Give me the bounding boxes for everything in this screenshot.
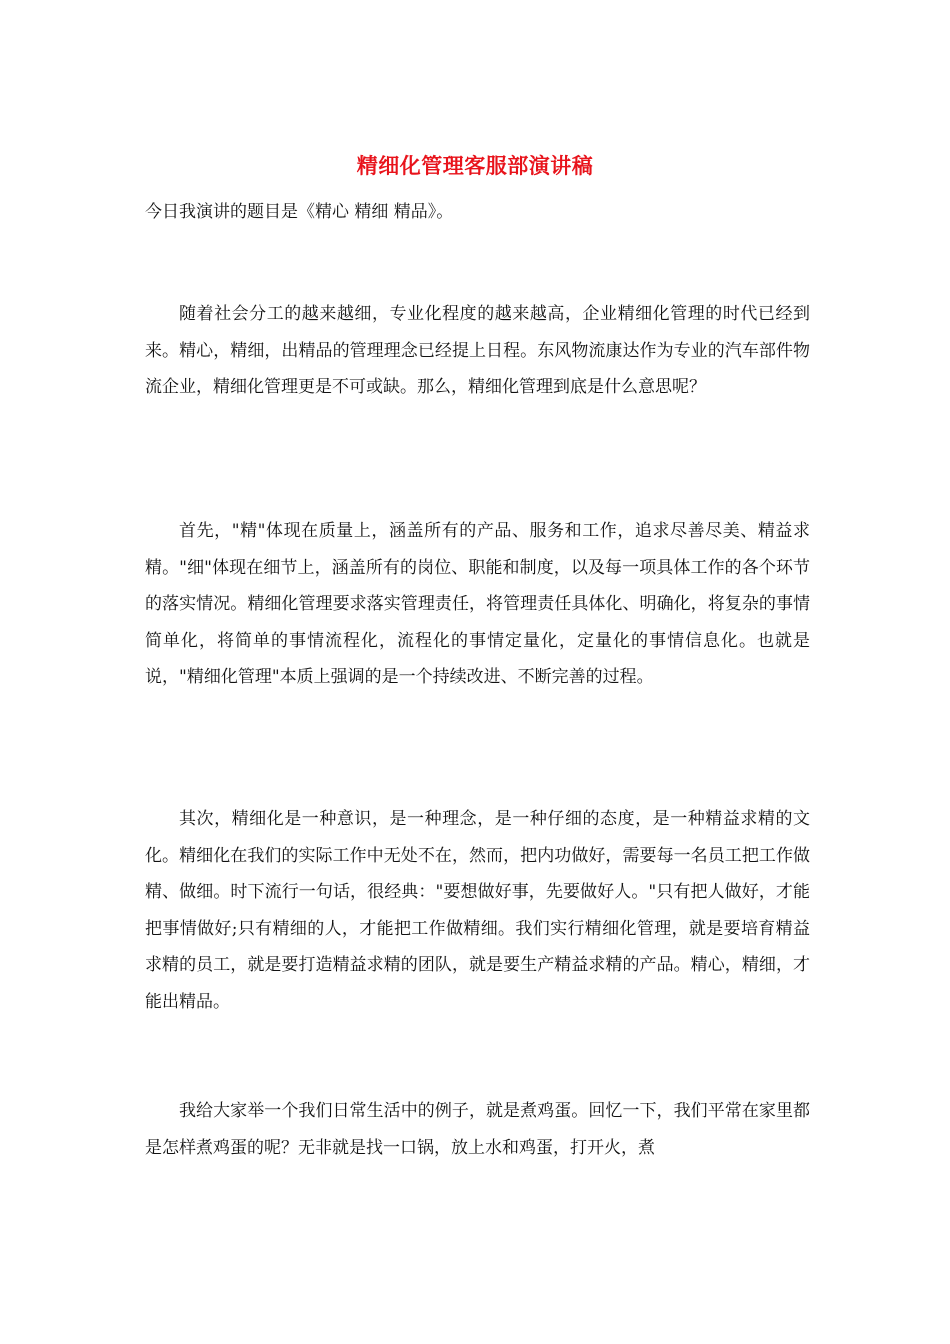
document-title: 精细化管理客服部演讲稿 [356, 153, 594, 178]
paragraph-3: 其次，精细化是一种意识，是一种理念，是一种仔细的态度，是一种精益求精的文化。精细化在我们的实际工作中无处不在，然而，把内功做好，需要每一名员工把工作做精、做细。时下流行一句话，很经典："要想做好事，先要做好人。"只有把人做好，才能把事情做好;只有精细的人，才能把工作做精细。我们实行精细化管理，就是要培育精益求精的员工，就是要打造精益求精的团队，就是要生产精益求精的产品。精心，精细，才能出精品。 [145, 809, 810, 1012]
paragraph-2: 首先，"精"体现在质量上，涵盖所有的产品、服务和工作，追求尽善尽美、精益求精。"细"体现在细节上，涵盖所有的岗位、职能和制度，以及每一项具体工作的各个环节的落实情况。精细化管理要求落实管理责任，将管理责任具体化、明确化，将复杂的事情简单化，将简单的事情流程化，流程化的事情定量化，定量化的事情信息化。也就是说，"精细化管理"本质上强调的是一个持续改进、不断完善的过程。 [145, 521, 810, 687]
paragraph-4: 我给大家举一个我们日常生活中的例子，就是煮鸡蛋。回忆一下，我们平常在家里都是怎样煮鸡蛋的呢？无非就是找一口锅，放上水和鸡蛋，打开火，煮 [145, 1101, 810, 1158]
intro-line: 今日我演讲的题目是《精心 精细 精品》。 [145, 202, 454, 222]
paragraph-1: 随着社会分工的越来越细，专业化程度的越来越高，企业精细化管理的时代已经到来。精心，精细，出精品的管理理念已经提上日程。东风物流康达作为专业的汽车部件物流企业，精细化管理更是不可或缺。那么，精细化管理到底是什么意思呢？ [145, 304, 810, 397]
